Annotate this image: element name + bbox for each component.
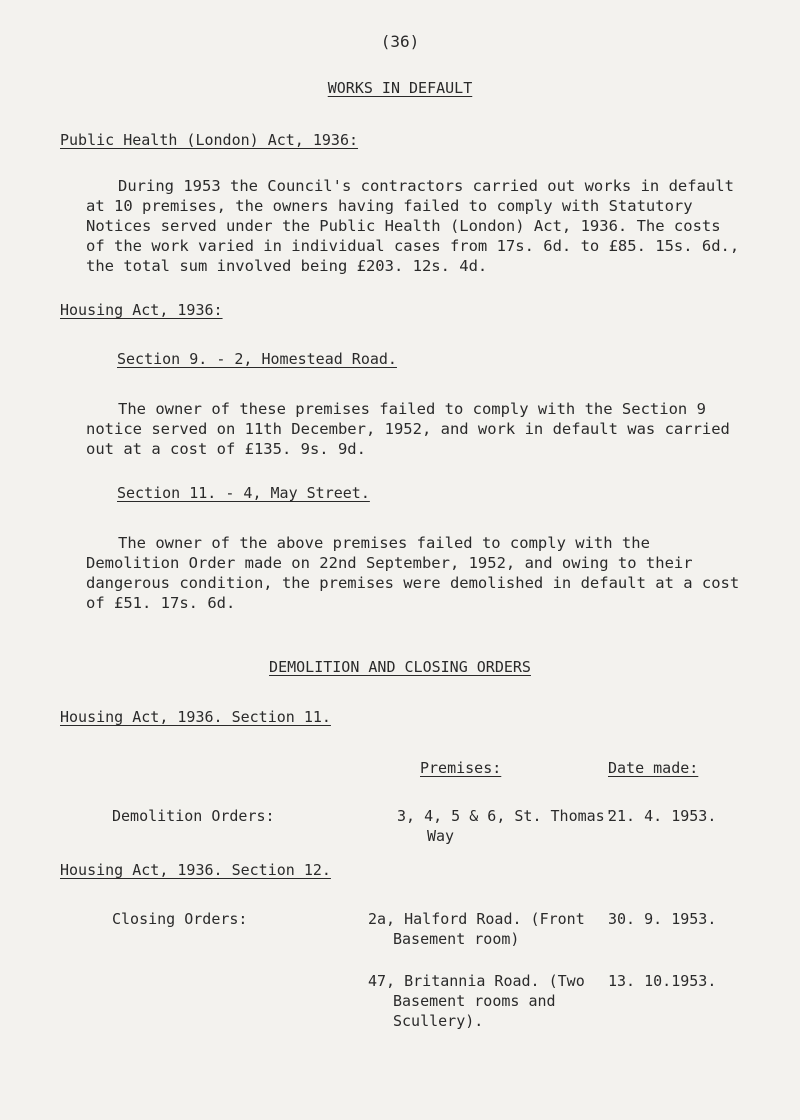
section9-paragraph xyxy=(86,399,766,459)
housing-act-section12-title: Housing Act, 1936. Section 12. xyxy=(60,861,331,879)
paragraph-line: at 10 premises, the owners having failed to comply with Statutory xyxy=(86,197,693,215)
demolition-date: 21. 4. 1953. xyxy=(608,807,717,825)
section9-title: Section 9. - 2, Homestead Road. xyxy=(117,350,397,368)
housing-act-section11-title: Housing Act, 1936. Section 11. xyxy=(60,708,331,726)
public-health-act-title: Public Health (London) Act, 1936: xyxy=(60,131,359,149)
paragraph-line: Notices served under the Public Health (London) Act, 1936. The costs xyxy=(86,217,721,235)
demolition-premises-line: Way xyxy=(427,827,455,845)
closing-order-date: 13. 10.1953. xyxy=(608,972,717,990)
closing-orders-label: Closing Orders: xyxy=(112,910,248,928)
closing-order-date: 30. 9. 1953. xyxy=(608,910,717,928)
paragraph-line: dangerous condition, the premises were demolished in default at a cost xyxy=(86,574,740,592)
closing-order-premises-line: Basement room) xyxy=(393,930,520,948)
closing-order-premises-line: 2a, Halford Road. (Front xyxy=(368,910,585,928)
paragraph-line: the total sum involved being £203. 12s. 4d. xyxy=(86,257,488,275)
closing-order-premises-line: Basement rooms and xyxy=(393,992,556,1010)
paragraph-line: notice served on 11th December, 1952, and work in default was carried xyxy=(86,420,730,438)
section11-paragraph xyxy=(86,533,766,613)
paragraph-line: During 1953 the Council's contractors carried out works in default xyxy=(118,177,734,195)
paragraph-line: of £51. 17s. 6d. xyxy=(86,594,236,612)
page-number: (36) xyxy=(380,32,420,51)
demolition-premises-line: 3, 4, 5 & 6, St. Thomas' xyxy=(397,807,614,825)
section-heading-demolition-closing: DEMOLITION AND CLOSING ORDERS xyxy=(269,658,531,676)
closing-order-premises-line: 47, Britannia Road. (Two xyxy=(368,972,585,990)
paragraph-line: Demolition Order made on 22nd September, 1952, and owing to their xyxy=(86,554,693,572)
paragraph-line: The owner of these premises failed to comply with the Section 9 xyxy=(118,400,706,418)
housing-act-title: Housing Act, 1936: xyxy=(60,301,223,319)
column-header-premises: Premises: xyxy=(420,759,502,777)
column-header-date: Date made: xyxy=(608,759,699,777)
demolition-orders-label: Demolition Orders: xyxy=(112,807,275,825)
closing-order-premises-line: Scullery). xyxy=(393,1012,484,1030)
paragraph-line: of the work varied in individual cases from 17s. 6d. to £85. 15s. 6d., xyxy=(86,237,740,255)
paragraph-line: The owner of the above premises failed to comply with the xyxy=(118,534,650,552)
section11-title: Section 11. - 4, May Street. xyxy=(117,484,370,502)
paragraph-line: out at a cost of £135. 9s. 9d. xyxy=(86,440,366,458)
section-heading-works-in-default: WORKS IN DEFAULT xyxy=(327,79,473,97)
public-health-paragraph xyxy=(86,176,766,276)
